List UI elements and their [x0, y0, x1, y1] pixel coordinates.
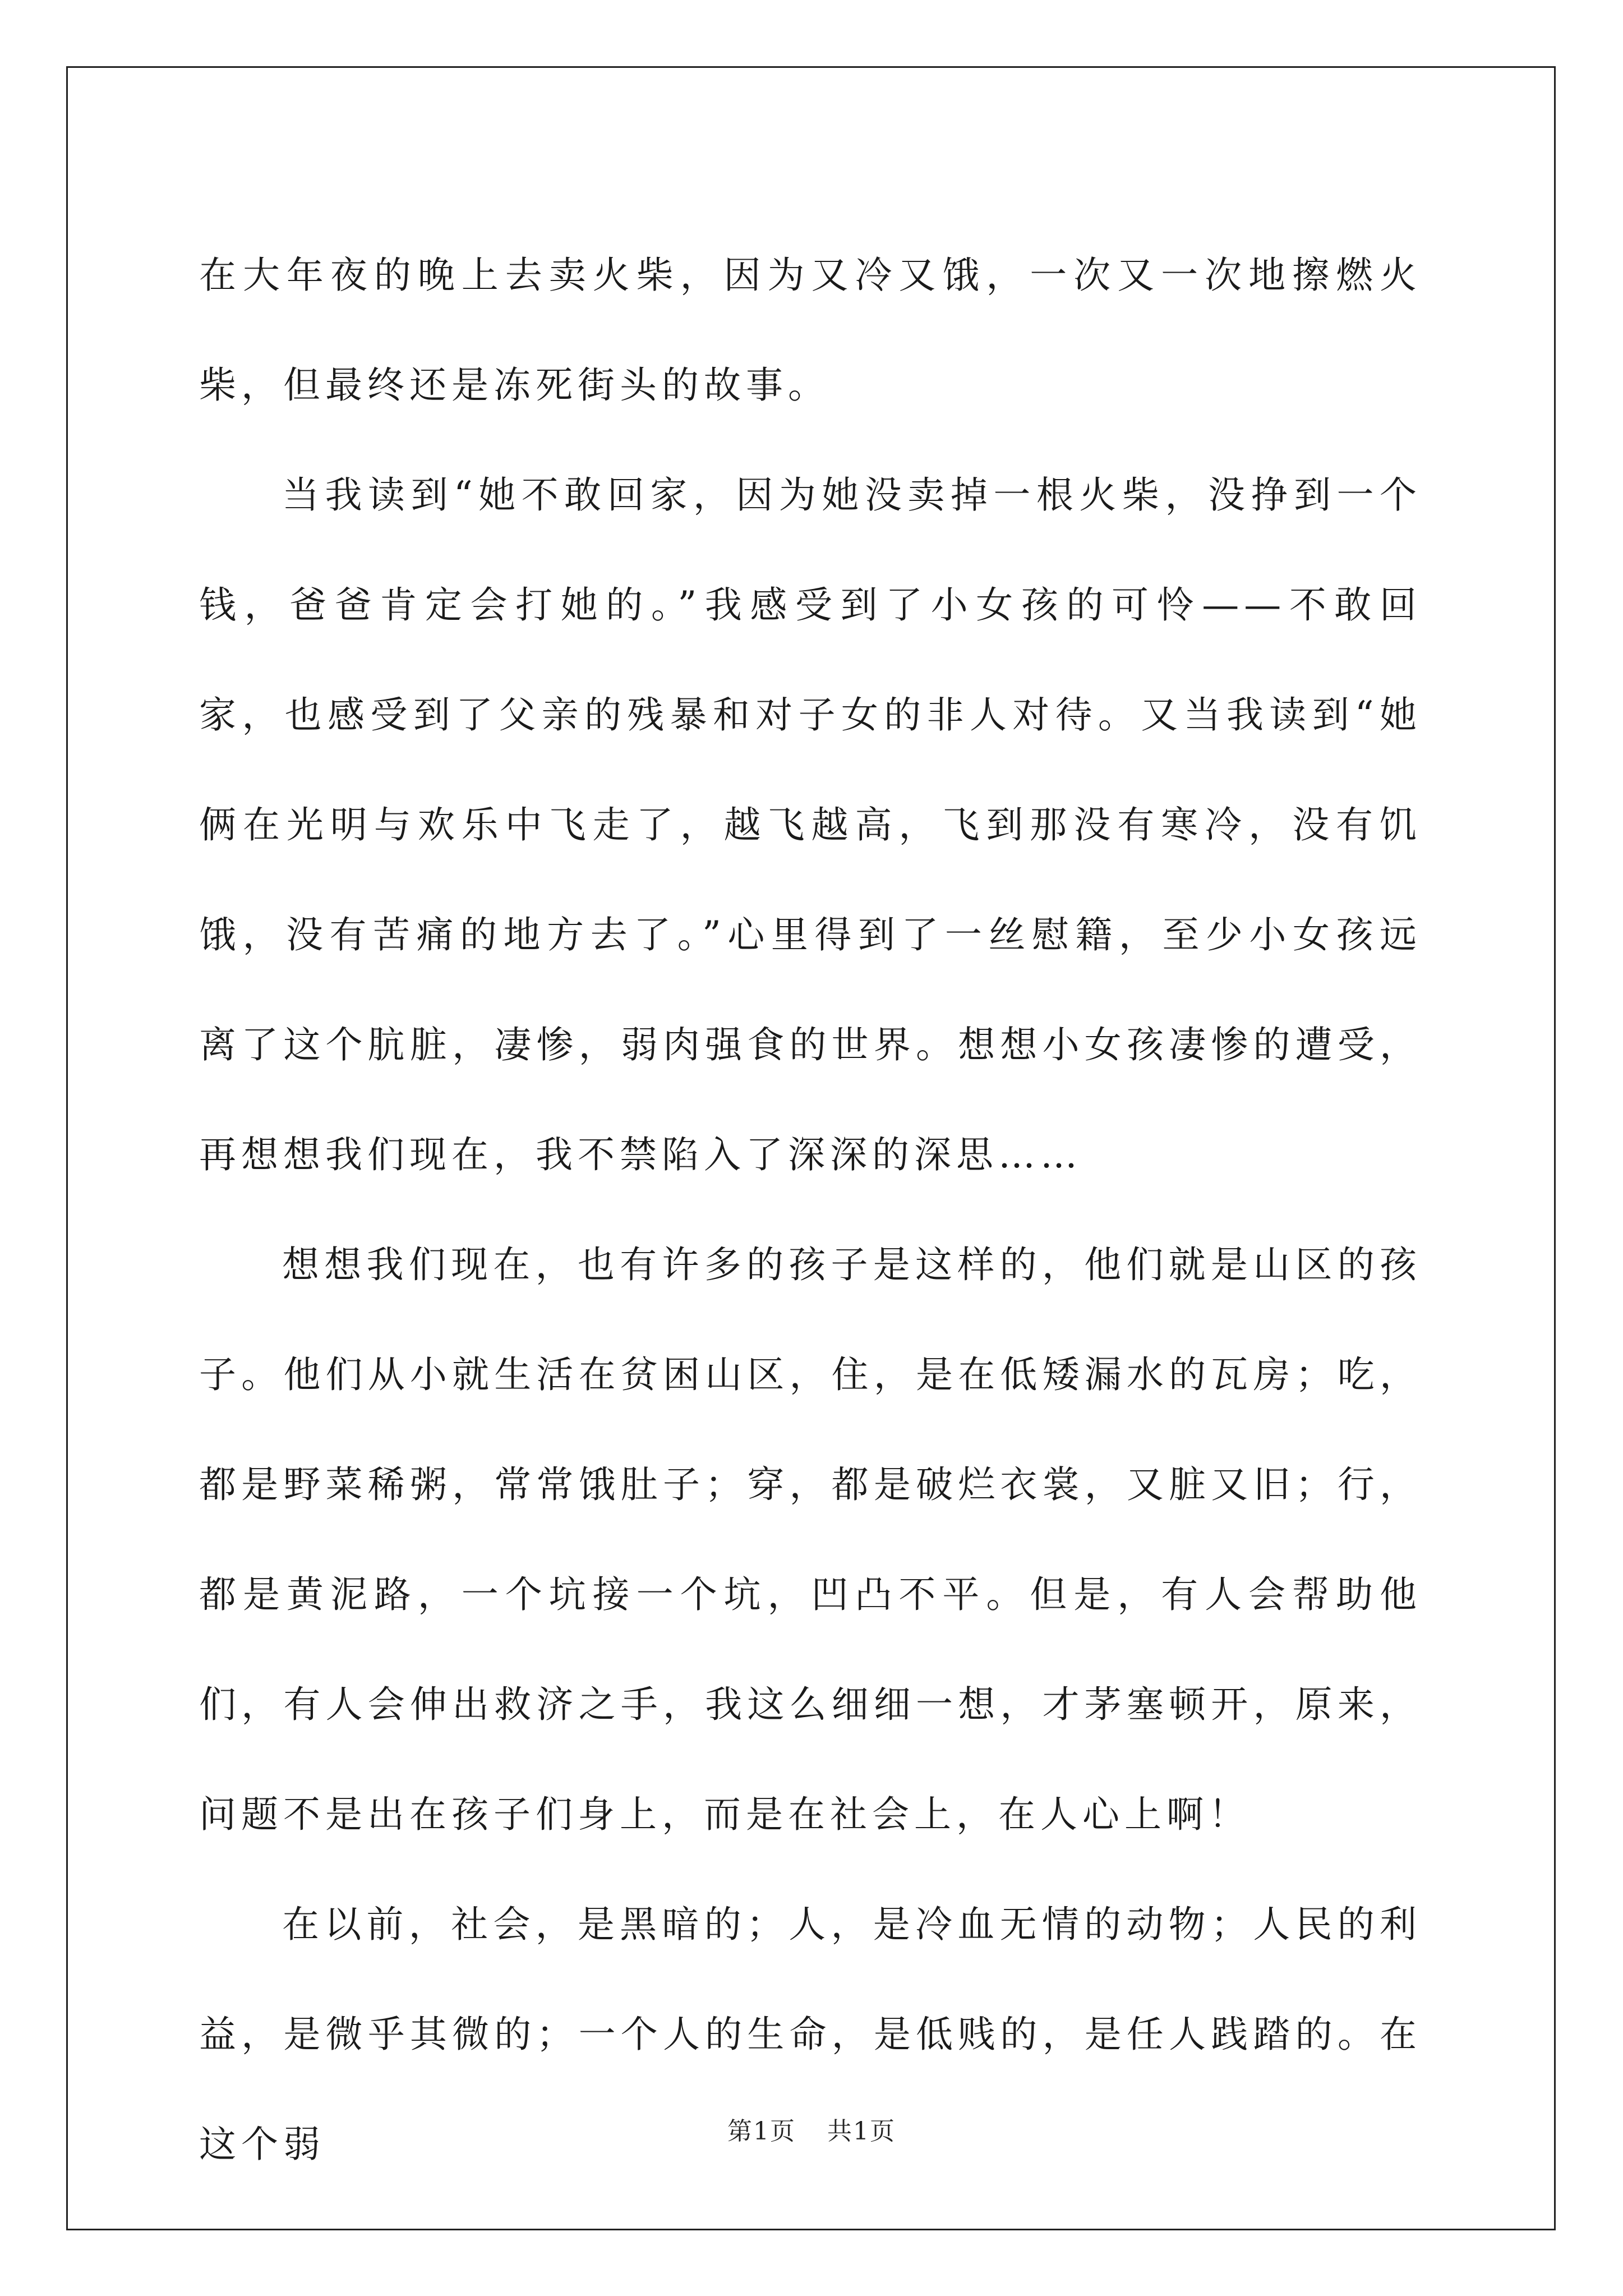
paragraph-2: 当我读到“她不敢回家，因为她没卖掉一根火柴，没挣到一个钱，爸爸肯定会打她的。”我感受到了小女孩的可怜——不敢回家，也感受到了父亲的残暴和对子女的非人对待。又当我读到“她俩在光明与欢乐中飞走了，越飞越高，飞到那没有寒冷，没有饥饿，没有苦痛的地方去了。”心里得到了一丝慰籍，至少小女孩远离了这个肮脏，凄惨，弱肉强食的世界。想想小女孩凄惨的遭受，再想想我们现在，我不禁陷入了深深的深思……	[199, 473, 1422, 1176]
page-number-current: 第1页	[727, 2117, 796, 2146]
page-number-total: 共1页	[827, 2117, 896, 2146]
document-body	[199, 220, 1422, 2200]
paragraph-1: 在大年夜的晚上去卖火柴，因为又冷又饿，一次又一次地擦燃火柴，但最终还是冻死街头的故事。	[199, 254, 1422, 407]
page-footer	[0, 2115, 1623, 2148]
paragraph-4: 在以前，社会，是黑暗的；人，是冷血无情的动物；人民的利益，是微乎其微的；一个人的生命，是低贱的，是任人践踏的。在这个弱	[199, 1903, 1422, 2166]
paragraph-3: 想想我们现在，也有许多的孩子是这样的，他们就是山区的孩子。他们从小就生活在贫困山区，住，是在低矮漏水的瓦房；吃，都是野菜稀粥，常常饿肚子；穿，都是破烂衣裳，又脏又旧；行，都是黄泥路，一个坑接一个坑，凹凸不平。但是，有人会帮助他们，有人会伸出救济之手，我这么细细一想，才茅塞顿开，原来，问题不是出在孩子们身上，而是在社会上，在人心上啊！	[199, 1243, 1422, 1836]
